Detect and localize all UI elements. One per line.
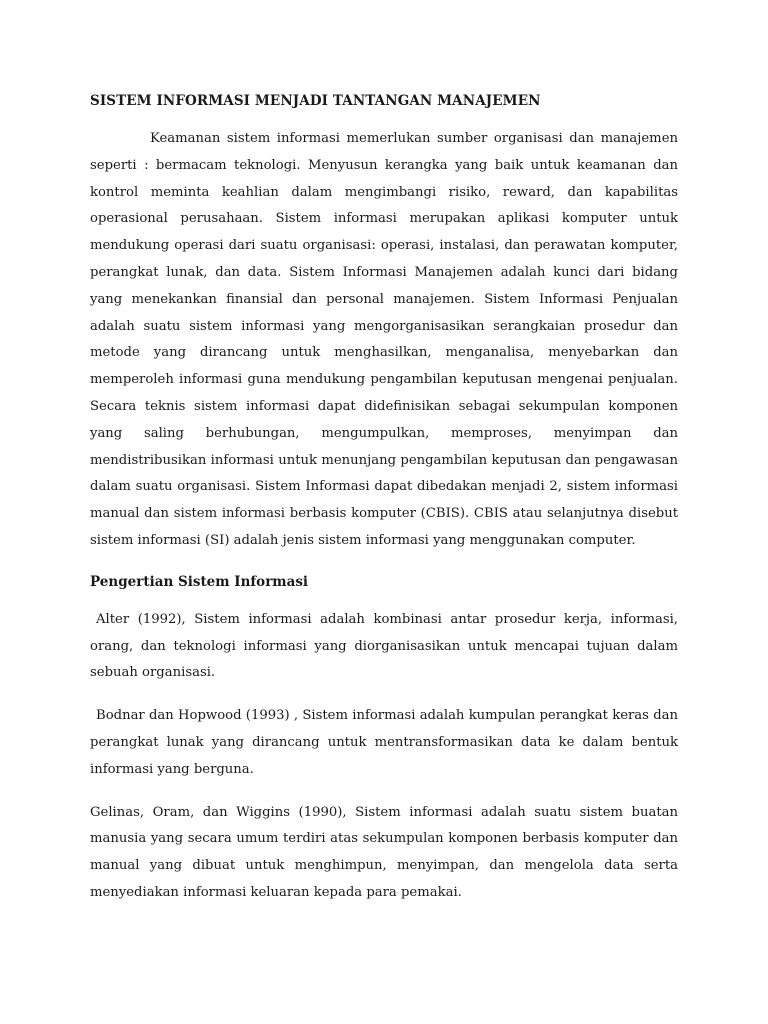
definition-bodnar-hopwood: Bodnar dan Hopwood (1993) , Sistem informasi adalah kumpulan perangkat keras dan perangkat lunak yang dirancang untuk mentransformasikan data ke dalam bentuk informasi yang berguna.: [90, 708, 678, 777]
document-page: [90, 90, 678, 923]
definition-gelinas-oram-wiggins: Gelinas, Oram, dan Wiggins (1990), Sistem informasi adalah suatu sistem buatan manusia yang secara umum terdiri atas sekumpulan komponen berbasis komputer dan manual yang dibuat untuk menghimpun, menyimpan, dan mengelola data serta menyediakan informasi keluaran kepada para pemakai.: [90, 804, 678, 900]
intro-paragraph: Keamanan sistem informasi memerlukan sumber organisasi dan manajemen seperti : bermacam teknologi. Menyusun kerangka yang baik untuk keamanan dan kontrol meminta keahlian dalam mengimbangi risiko, reward, dan kapabilitas operasional perusahaan. Sistem informasi merupakan aplikasi komputer untuk mendukung operasi dari suatu organisasi: operasi, instalasi, dan perawatan komputer, perangkat lunak, dan data. Sistem Informasi Manajemen adalah kunci dari bidang yang menekankan finansial dan personal manajemen. Sistem Informasi Penjualan adalah suatu sistem informasi yang mengorganisasikan serangkaian prosedur dan metode yang dirancang untuk menghasilkan, menganalisa, menyebarkan dan memperoleh informasi guna mendukung pengambilan keputusan mengenai penjualan. Secara teknis sistem informasi dapat didefinisikan sebagai sekumpulan komponen yang saling berhubungan, mengumpulkan, memproses, menyimpan dan mendistribusikan informasi untuk menunjang pengambilan keputusan dan pengawasan dalam suatu organisasi. Sistem Informasi dapat dibedakan menjadi 2, sistem informasi manual dan sistem informasi berbasis komputer (CBIS). CBIS atau selanjutnya disebut sistem informasi (SI) adalah jenis sistem informasi yang menggunakan computer.: [90, 131, 678, 548]
definition-alter: Alter (1992), Sistem informasi adalah kombinasi antar prosedur kerja, informasi, orang, dan teknologi informasi yang diorganisasikan untuk mencapai tujuan dalam sebuah organisasi.: [90, 611, 678, 681]
section-heading: Pengertian Sistem Informasi: [90, 573, 309, 590]
document-title: SISTEM INFORMASI MENJADI TANTANGAN MANAJEMEN: [90, 93, 541, 109]
